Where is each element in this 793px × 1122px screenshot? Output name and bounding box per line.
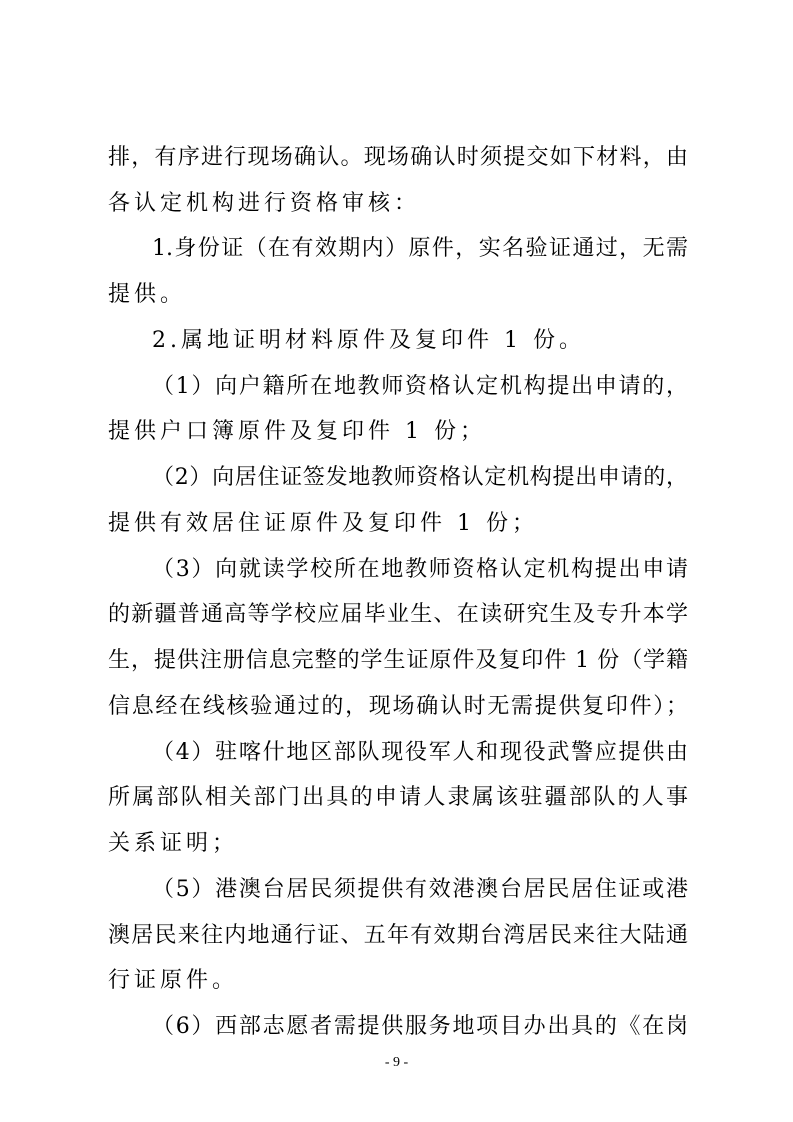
text-line-11: 的新疆普通高等学校应届毕业生、在读研究生及专升本学: [108, 602, 688, 627]
text-line-6: （1）向户籍所在地教师资格认定机构提出申请的，: [152, 374, 688, 399]
text-line-3: 1.身份证（在有效期内）原件，实名验证通过，无需: [152, 236, 688, 261]
text-line-1: 排，有序进行现场确认。现场确认时须提交如下材料，由: [108, 145, 688, 170]
text-line-14: （4）驻喀什地区部队现役军人和现役武警应提供由: [152, 740, 688, 765]
text-line-17: （5）港澳台居民须提供有效港澳台居民居住证或港: [152, 877, 688, 902]
text-line-7: 提供户口簿原件及复印件 1 份；: [108, 419, 486, 444]
text-line-4: 提供。: [108, 282, 187, 307]
text-line-20: （6）西部志愿者需提供服务地项目办出具的《在岗: [152, 1014, 688, 1039]
text-line-12: 生，提供注册信息完整的学生证原件及复印件 1 份（学籍: [108, 648, 688, 673]
text-line-13: 信息经在线核验通过的，现场确认时无需提供复印件）；: [108, 694, 688, 719]
text-line-5: 2.属地证明材料原件及复印件 1 份。: [152, 328, 585, 353]
text-line-16: 关系证明；: [108, 831, 239, 856]
text-line-18: 澳居民来往内地通行证、五年有效期台湾居民来往大陆通: [108, 923, 688, 948]
text-line-8: （2）向居住证签发地教师资格认定机构提出申请的，: [152, 465, 688, 490]
text-line-19: 行证原件。: [108, 968, 239, 993]
text-line-15: 所属部队相关部门出具的申请人隶属该驻疆部队的人事: [108, 785, 688, 810]
page-number: - 9 -: [384, 1055, 409, 1070]
text-line-9: 提供有效居住证原件及复印件 1 份；: [108, 511, 538, 536]
text-line-2: 各认定机构进行资格审核：: [108, 191, 421, 216]
text-line-10: （3）向就读学校所在地教师资格认定机构提出申请: [152, 557, 688, 582]
